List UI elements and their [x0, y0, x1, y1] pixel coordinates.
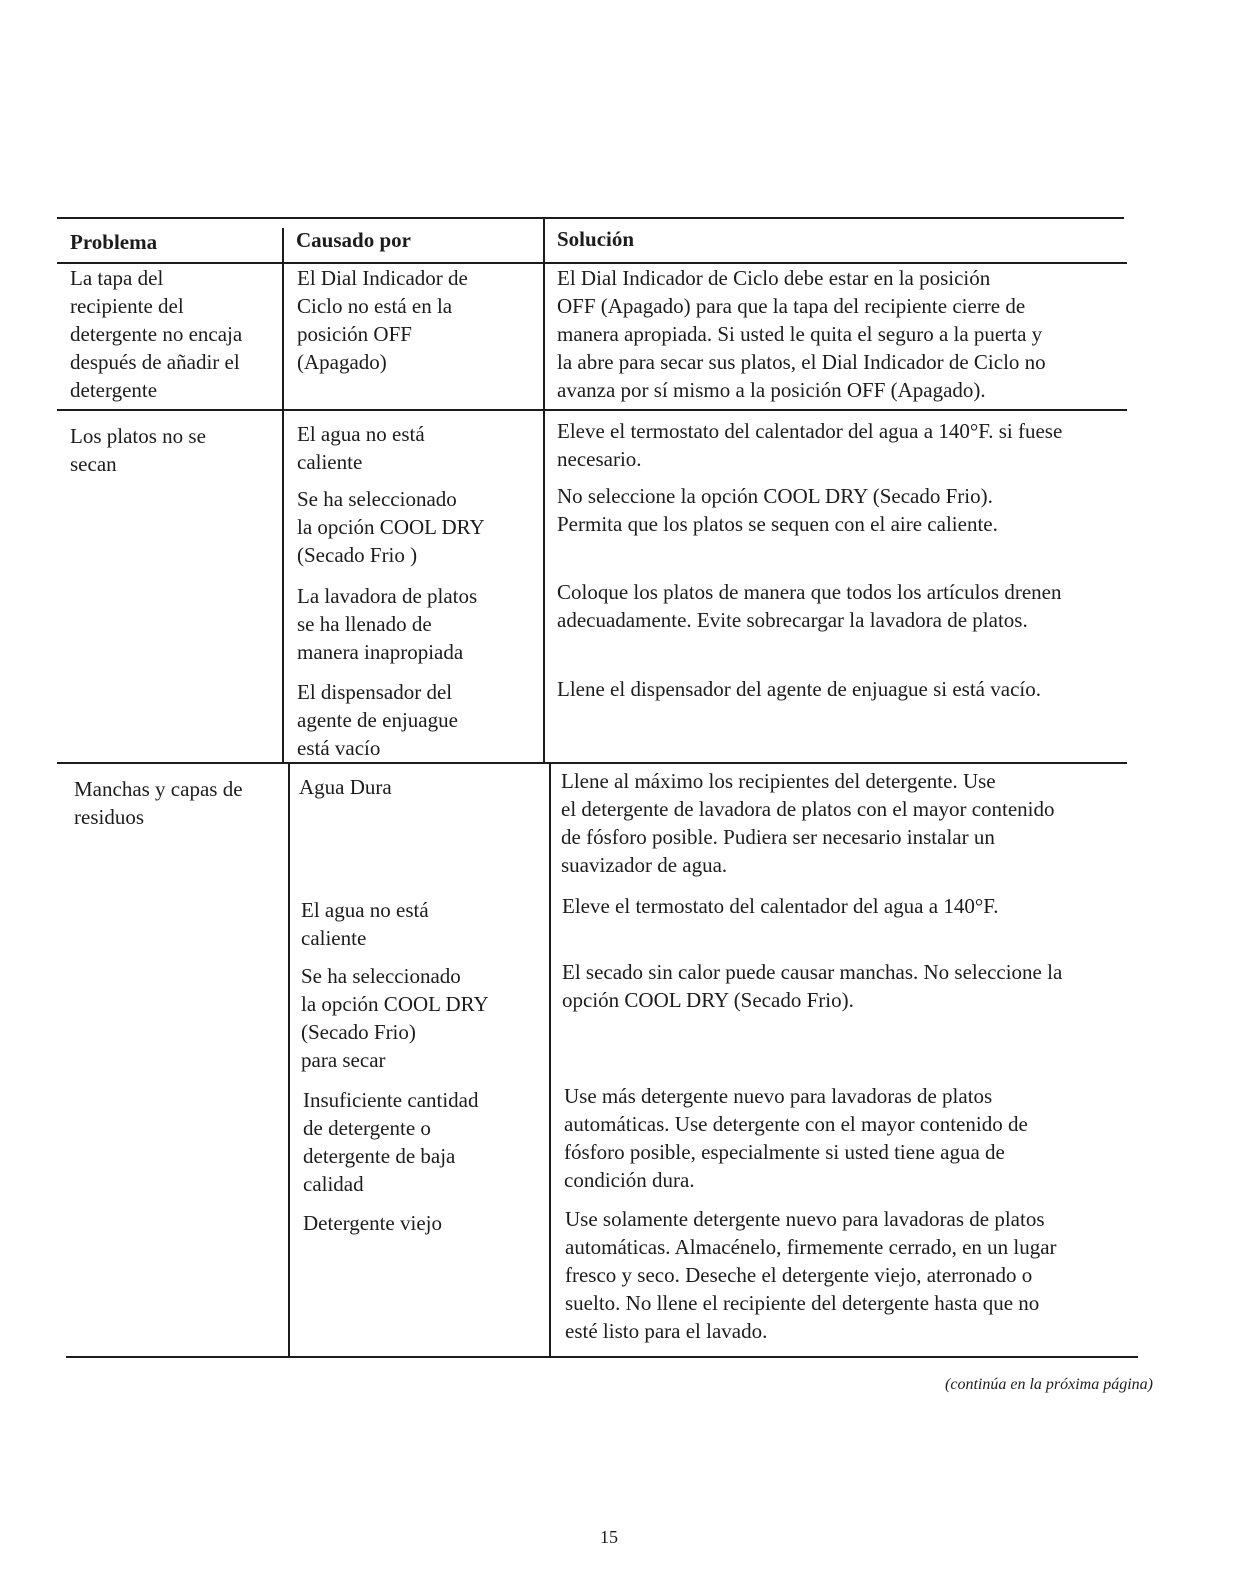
text-line: está vacío [297, 736, 381, 760]
text-line: posición OFF [297, 322, 412, 346]
page-number: 15 [600, 1527, 618, 1547]
solution-cell [557, 675, 1041, 703]
text-line: El secado sin calor puede causar manchas. No seleccione la [562, 960, 1063, 984]
text-line: Eleve el termostato del calentador del agua a 140°F. [562, 894, 999, 918]
text-line: condición dura. [564, 1168, 695, 1192]
text-line: El agua no está [297, 422, 425, 446]
text-line: La tapa del [70, 266, 164, 290]
text-line: manera inapropiada [297, 640, 464, 664]
text-line: detergente [70, 378, 158, 402]
column-divider-2-lower [549, 763, 551, 1358]
text-line: Llene al máximo los recipientes del detergente. Use [561, 769, 996, 793]
cause-cell [297, 420, 425, 476]
text-line: Use solamente detergente nuevo para lavadoras de platos [565, 1207, 1045, 1231]
text-line: detergente no encaja [70, 322, 243, 346]
text-line: automáticas. Almacénelo, firmemente cerrado, en un lugar [565, 1235, 1057, 1259]
cause-cell [303, 1086, 479, 1198]
solution-cell [561, 767, 1055, 879]
text-line: calidad [303, 1172, 364, 1196]
cause-cell [299, 773, 392, 801]
text-line: Los platos no se [70, 424, 206, 448]
solution-cell [564, 1082, 1028, 1194]
text-line: fósforo posible, especialmente si usted tiene agua de [564, 1140, 1005, 1164]
text-line: se ha llenado de [297, 612, 432, 636]
row1-bottom-rule [57, 409, 1127, 411]
text-line: caliente [301, 926, 367, 950]
text-line: recipiente del [70, 294, 184, 318]
text-line: Ciclo no está en la [297, 294, 453, 318]
cause-cell [297, 485, 485, 569]
solution-cell [565, 1205, 1057, 1345]
text-line: avanza por sí mismo a la posición OFF (Apagado). [557, 378, 986, 402]
text-line: necesario. [557, 447, 642, 471]
cause-cell [301, 962, 489, 1074]
text-line: caliente [297, 450, 363, 474]
text-line: la opción COOL DRY [301, 992, 489, 1016]
text-line: la abre para secar sus platos, el Dial Indicador de Ciclo no [557, 350, 1046, 374]
text-line: Agua Dura [299, 775, 392, 799]
text-line: agente de enjuague [297, 708, 458, 732]
text-line: (Apagado) [297, 350, 387, 374]
solution-cell [562, 958, 1062, 1014]
text-line: El dispensador del [297, 680, 453, 704]
text-line: El Dial Indicador de Ciclo debe estar en la posición [557, 266, 991, 290]
cause-cell [301, 896, 429, 952]
table-bottom-rule [66, 1356, 1138, 1358]
text-line: Use más detergente nuevo para lavadoras de platos [564, 1084, 993, 1108]
text-line: Permita que los platos se sequen con el aire caliente. [557, 512, 998, 536]
header-problem: Problema [70, 230, 158, 254]
column-divider-1 [282, 228, 284, 763]
text-line: adecuadamente. Evite sobrecargar la lavadora de platos. [557, 608, 1028, 632]
text-line: Se ha seleccionado [297, 487, 457, 511]
text-line: (Secado Frio) [301, 1020, 416, 1044]
header-solution: Solución [557, 227, 635, 251]
text-line: suelto. No llene el recipiente del detergente hasta que no [565, 1291, 1040, 1315]
solution-cell [562, 892, 998, 920]
text-line: el detergente de lavadora de platos con el mayor contenido [561, 797, 1055, 821]
text-line: de detergente o [303, 1116, 431, 1140]
text-line: automáticas. Use detergente con el mayor contenido de [564, 1112, 1028, 1136]
text-line: (Secado Frio ) [297, 543, 418, 567]
continued-note: (continúa en la próxima página) [945, 1376, 1153, 1393]
text-line: la opción COOL DRY [297, 515, 485, 539]
column-divider-1-lower [288, 763, 290, 1358]
text-line: fresco y seco. Deseche el detergente viejo, aterronado o [565, 1263, 1033, 1287]
text-line: opción COOL DRY (Secado Frio). [562, 988, 854, 1012]
solution-cell [557, 417, 1062, 473]
solution-cell [557, 578, 1061, 634]
header-cause: Causado por [296, 228, 411, 252]
text-line: detergente de baja [303, 1144, 456, 1168]
text-line: suavizador de agua. [561, 853, 728, 877]
text-line: No seleccione la opción COOL DRY (Secado Frio). [557, 484, 993, 508]
text-line: Eleve el termostato del calentador del agua a 140°F. si fuese [557, 419, 1063, 443]
solution-cell [557, 482, 998, 538]
table-top-rule [57, 217, 1124, 219]
problem-cell [70, 422, 206, 478]
text-line: Coloque los platos de manera que todos los artículos drenen [557, 580, 1062, 604]
text-line: El Dial Indicador de [297, 266, 468, 290]
text-line: residuos [74, 805, 144, 829]
cause-cell [297, 678, 458, 762]
text-line: de fósforo posible. Pudiera ser necesario instalar un [561, 825, 995, 849]
text-line: después de añadir el [70, 350, 240, 374]
cause-cell [303, 1209, 442, 1237]
column-divider-2 [543, 219, 545, 763]
text-line: secan [70, 452, 117, 476]
text-line: Llene el dispensador del agente de enjuague si está vacío. [557, 677, 1041, 701]
cause-cell [297, 264, 468, 376]
text-line: Insuficiente cantidad [303, 1088, 479, 1112]
text-line: OFF (Apagado) para que la tapa del recipiente cierre de [557, 294, 1026, 318]
text-line: Se ha seleccionado [301, 964, 461, 988]
text-line: Detergente viejo [303, 1211, 442, 1235]
text-line: Manchas y capas de [74, 777, 243, 801]
text-line: para secar [301, 1048, 386, 1072]
text-line: manera apropiada. Si usted le quita el seguro a la puerta y [557, 322, 1043, 346]
problem-cell [74, 775, 243, 831]
problem-cell [70, 264, 242, 404]
text-line: El agua no está [301, 898, 429, 922]
row2-bottom-rule [57, 762, 1127, 764]
cause-cell [297, 582, 477, 666]
solution-cell [557, 264, 1046, 404]
text-line: La lavadora de platos [297, 584, 478, 608]
text-line: esté listo para el lavado. [565, 1319, 768, 1343]
